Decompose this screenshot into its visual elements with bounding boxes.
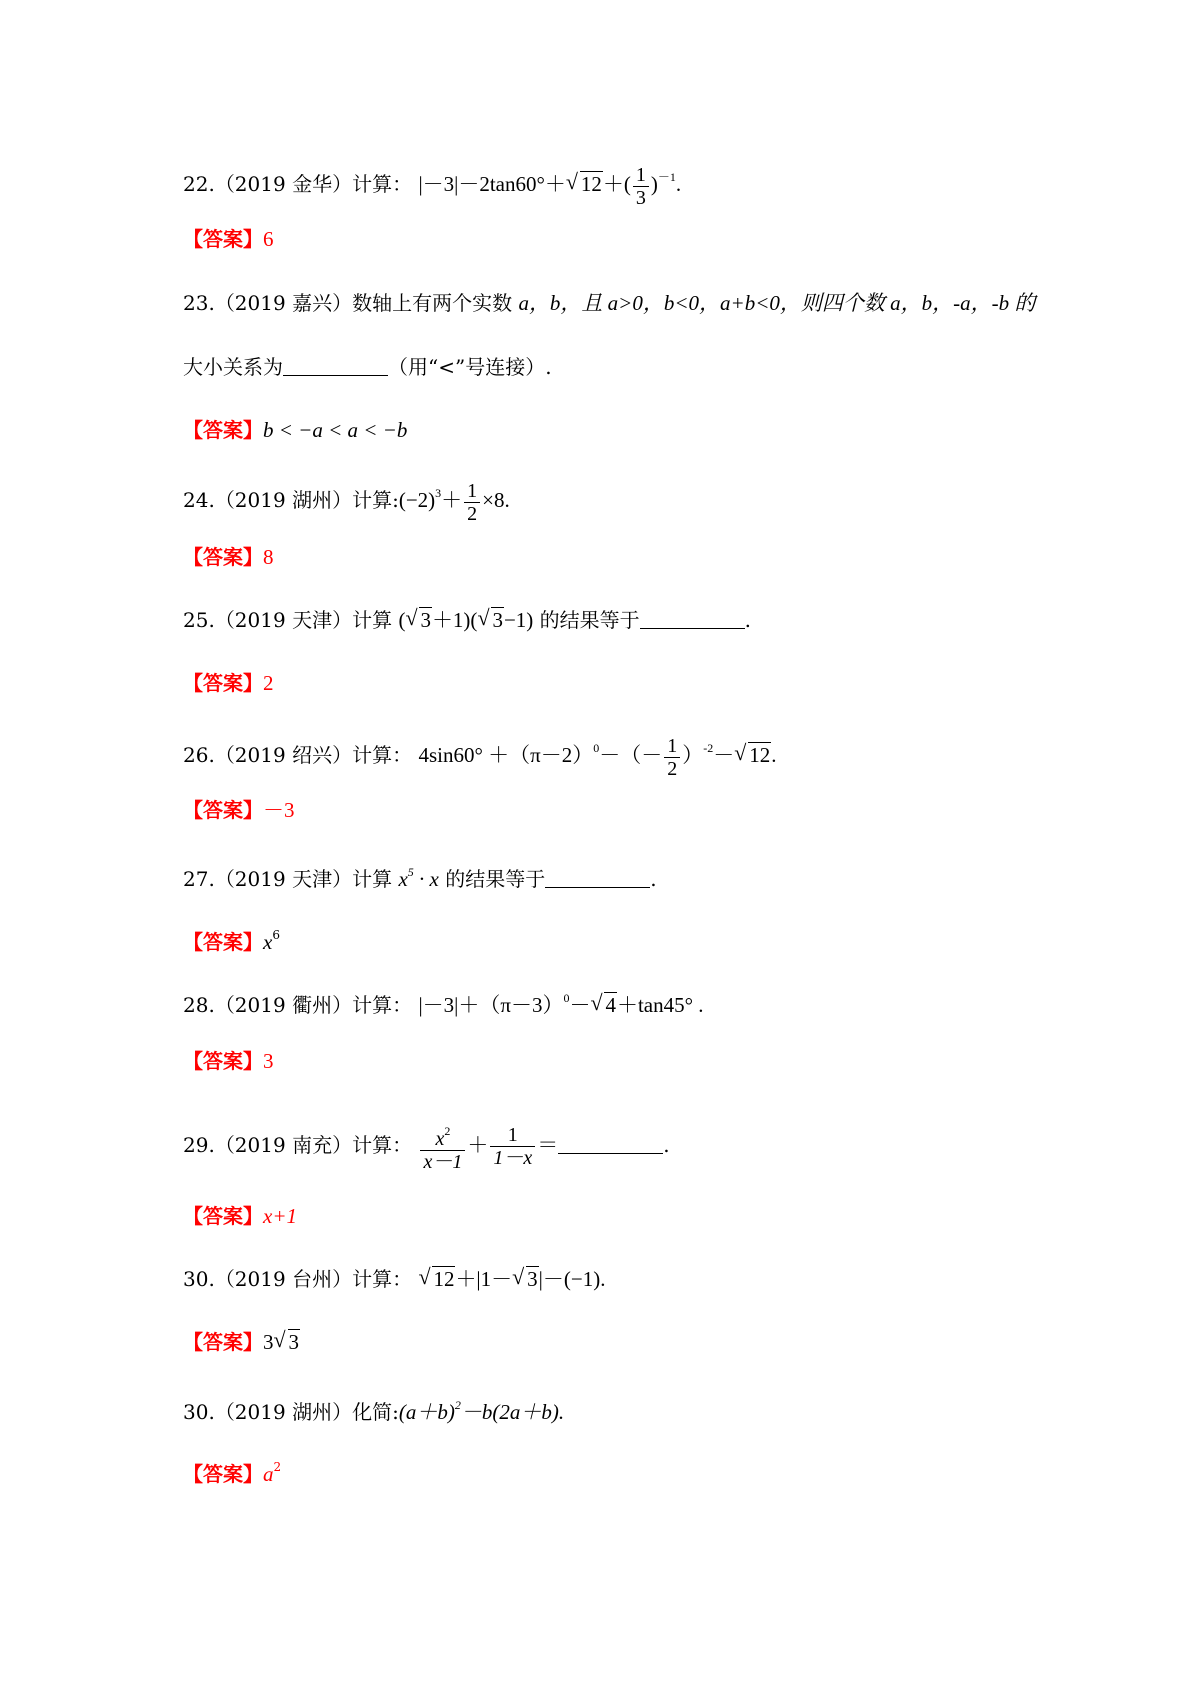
question-number: 27. xyxy=(183,867,215,891)
question-source: （2019 湖州） xyxy=(214,488,353,512)
answer-tag: 【答案】 xyxy=(183,930,263,954)
question-lead: 计算： xyxy=(352,1133,413,1157)
question-lead: 计算： xyxy=(352,1267,413,1291)
question-number: 30. xyxy=(183,1400,215,1424)
answer-value: a xyxy=(263,1462,274,1486)
answer-value: 3 xyxy=(263,1049,274,1073)
answer-value: x+1 xyxy=(263,1204,297,1228)
question-26 xyxy=(183,733,776,780)
answer-value: b < −a < a < −b xyxy=(263,418,408,442)
answer-30-huzhou xyxy=(183,1452,281,1489)
question-23-line2 xyxy=(183,352,552,382)
expression: $|-3|+(\pi-3)^0-√$ 4＋tan45° . xyxy=(418,993,703,1017)
expression: $x^5 \cdot x$ xyxy=(398,865,439,891)
fraction-2: $\frac{1}{1-x}$ xyxy=(490,1124,535,1169)
question-number: 25. xyxy=(183,608,215,632)
answer-blank xyxy=(558,1135,663,1154)
question-number: 24. xyxy=(183,488,215,512)
answer-tag: 【答案】 xyxy=(183,671,263,695)
answer-tag: 【答案】 xyxy=(183,418,263,442)
answer-exponent: 6 xyxy=(272,928,280,942)
answer-blank xyxy=(545,869,650,888)
question-text: 的结果等于 xyxy=(539,608,640,632)
question-text: （用“<”号连接）. xyxy=(388,355,552,379)
question-28 xyxy=(183,983,704,1020)
question-number: 30. xyxy=(183,1267,215,1291)
question-lead: 计算: xyxy=(352,488,399,512)
answer-value: 6 xyxy=(263,227,274,251)
expression: $(a+b)^2-b(2a+b)$. xyxy=(398,1398,565,1424)
question-30-huzhou xyxy=(183,1390,564,1427)
answer-29 xyxy=(183,1201,297,1231)
question-lead: 计算 xyxy=(352,867,393,891)
question-27: 27.（2019 天津）计算 $x^5 \cdot x$ 的结果等于 . xyxy=(183,865,657,891)
answer-27 xyxy=(183,920,280,957)
answer-value: －3 xyxy=(263,798,295,822)
answer-25 xyxy=(183,668,274,698)
answer-tag: 【答案】 xyxy=(183,1049,263,1073)
question-source: （2019 金华） xyxy=(214,172,353,196)
answer-tag: 【答案】 xyxy=(183,227,263,251)
question-lead: 计算： xyxy=(352,172,413,196)
question-source: （2019 南充） xyxy=(214,1133,353,1157)
question-number: 28. xyxy=(183,993,215,1017)
question-lead: 计算： xyxy=(352,993,413,1017)
fraction-1: $\frac{x^2}{x-1}$ xyxy=(420,1120,465,1173)
question-30-taizhou xyxy=(183,1264,605,1294)
answer-value: 8 xyxy=(263,545,274,569)
answer-sqrt: √ 3 xyxy=(274,1327,301,1357)
question-source: （2019 嘉兴） xyxy=(214,291,353,315)
question-24 xyxy=(183,478,510,525)
answer-tag: 【答案】 xyxy=(183,1330,263,1354)
answer-exponent: 2 xyxy=(273,1460,282,1474)
question-lead: 计算： xyxy=(352,743,413,767)
answer-tag: 【答案】 xyxy=(183,545,263,569)
expression: (√ 3＋1)(√ 3−1) xyxy=(398,608,533,632)
question-number: 23. xyxy=(183,291,215,315)
answer-26 xyxy=(183,795,295,825)
question-source: （2019 绍兴） xyxy=(214,743,353,767)
answer-30-taizhou xyxy=(183,1327,300,1357)
answer-tag: 【答案】 xyxy=(183,1204,263,1228)
expression: √ 12＋|1－√ 3|－(−1). xyxy=(418,1267,605,1291)
answer-23 xyxy=(183,415,407,445)
answer-24 xyxy=(183,542,274,572)
question-source: （2019 台州） xyxy=(214,1267,353,1291)
answer-tag: 【答案】 xyxy=(183,1462,263,1486)
answer-22 xyxy=(183,224,274,254)
expression: $4\sin 60^\circ +(\pi-2)^0-(-$ $\frac{1}{2}$ ）$^{-2}$－√ 12. xyxy=(418,743,776,767)
answer-28 xyxy=(183,1046,274,1076)
question-source: （2019 天津） xyxy=(214,608,353,632)
question-source: （2019 衢州） xyxy=(214,993,353,1017)
question-lead: 计算 xyxy=(352,608,393,632)
question-text: 大小关系为 xyxy=(183,355,283,379)
answer-value: x xyxy=(263,930,273,954)
question-29: 29.（2019 南充）计算： $\frac{x^2}{x-1}$ ＋ $\frac{1}{1-x}$ ＝ . xyxy=(183,1120,670,1173)
question-text: a，b，且 a>0，b<0，a+b<0，则四个数 a，b，-a，-b 的 xyxy=(518,291,1036,315)
answer-blank xyxy=(283,357,388,376)
expression: $(-2)^3+$ $\frac{1}{2}$ ×8. xyxy=(398,479,510,525)
answer-blank xyxy=(640,610,745,629)
question-25: 25.（2019 天津）计算 (√ 3＋1)(√ 3−1) 的结果等于 . xyxy=(183,605,751,635)
question-source: （2019 天津） xyxy=(214,867,353,891)
question-text: 的结果等于 xyxy=(445,867,546,891)
answer-value: 3 xyxy=(263,1330,274,1354)
question-lead: 化简: xyxy=(352,1400,399,1424)
expression: |－3|－2tan60°＋√ 12＋( $\frac{1}{3}$ )$^{-1}$. xyxy=(418,172,681,196)
answer-value: 2 xyxy=(263,671,274,695)
question-number: 29. xyxy=(183,1133,215,1157)
question-number: 26. xyxy=(183,743,215,767)
answer-tag: 【答案】 xyxy=(183,798,263,822)
question-source: （2019 湖州） xyxy=(214,1400,353,1424)
question-number: 22. xyxy=(183,172,215,196)
question-lead: 数轴上有两个实数 xyxy=(352,291,513,315)
question-23 xyxy=(183,288,1035,318)
question-22 xyxy=(183,162,681,209)
